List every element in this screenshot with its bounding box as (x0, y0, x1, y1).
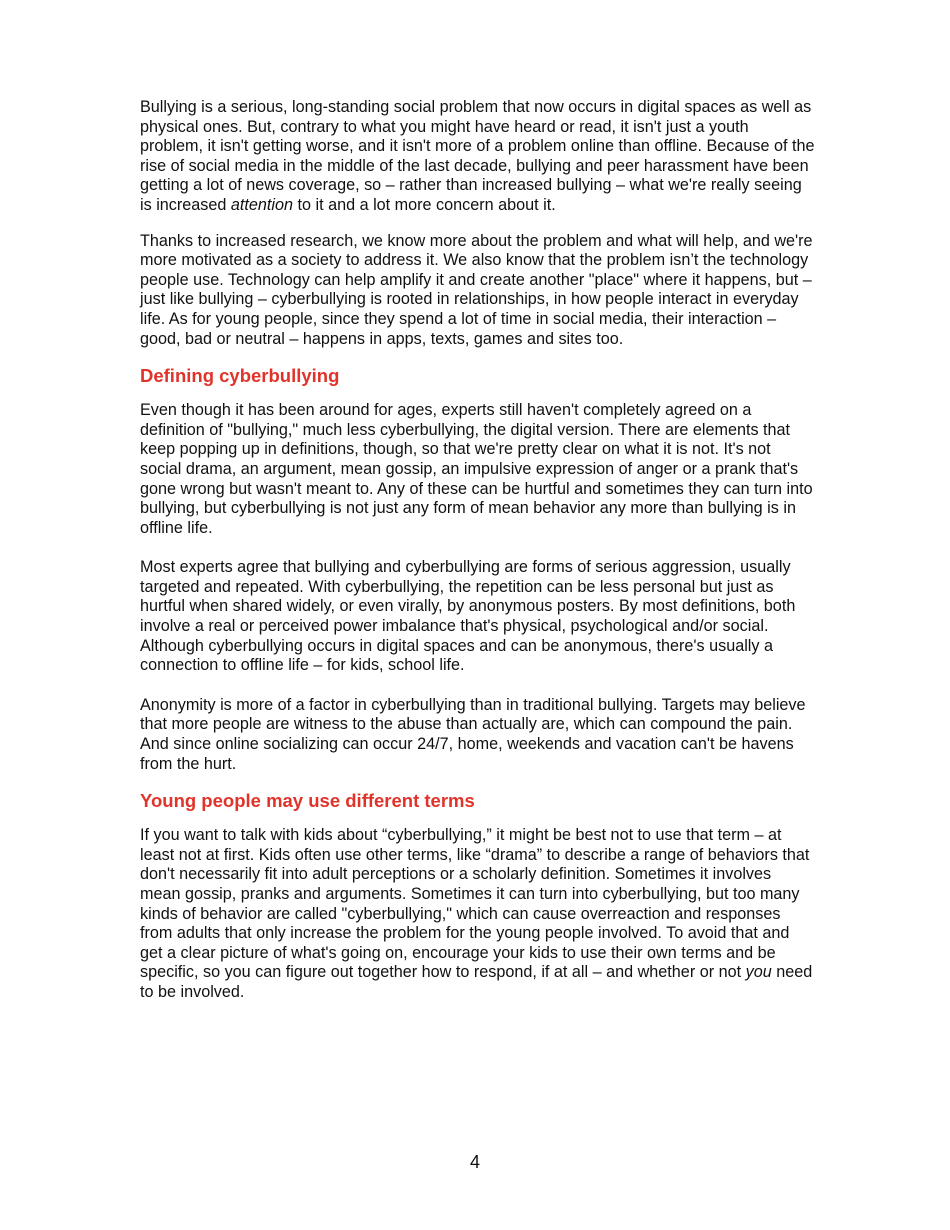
paragraph-intro-text-b: to it and a lot more concern about it. (292, 195, 556, 214)
page-number: 4 (469, 1152, 480, 1172)
paragraph-anonymity: Anonymity is more of a factor in cyberbullying than in traditional bullying. Targets may believe that more people are witness to the abuse than actually are, which can compound the pain. And since online socializing can occur 24/7, home, weekends and vacation can't be havens from the hurt. (140, 695, 806, 773)
paragraph-definition: Even though it has been around for ages, experts still haven't completely agreed on a definition of "bullying," much less cyberbullying, the digital version. There are elements that keep popping up in definitions, though, so that we're pretty clear on what it is not. It's not social drama, an argument, mean gossip, an impulsive expression of anger or a prank that's gone wrong but wasn't meant to. Any of these can be hurtful and sometimes they can turn into bullying, but cyberbullying is not just any form of mean behavior any more than bullying is in offline life. (140, 401, 813, 537)
paragraph-aggression: Most experts agree that bullying and cyberbullying are forms of serious aggression, usually targeted and repeated. With cyberbullying, the repetition can be less personal but just as hurtful when shared widely, or even virally, by anonymous posters. By most definitions, both involve a real or perceived power imbalance that's physical, psychological and/or social. Although cyberbullying occurs in digital spaces and can be anonymous, there's usually a connection to offline life – for kids, school life. (140, 558, 796, 675)
paragraph-intro-text-a: Bullying is a serious, long-standing social problem that now occurs in digital spaces as well as physical ones. But, contrary to what you might have heard or read, it isn't just a youth problem, it isn't getting worse, and it isn't more of a problem online than offline. Because of the rise of social media in the middle of the last decade, bullying and peer harassment have been getting a lot of news coverage, so – rather than increased bullying – what we're really seeing is increased (140, 98, 815, 214)
paragraph-intro (140, 98, 816, 216)
paragraph-talk-text-a: If you want to talk with kids about “cyberbullying,” it might be best not to use that term – at least not at first. Kids often use other terms, like “drama” to describe a range of behaviors that don't necessarily fit into adult perceptions or a scholarly definition. Sometimes it involves mean gossip, pranks and arguments. Sometimes it can turn into cyberbullying, but too many kinds of behavior are called "cyberbullying," which can cause overreaction and responses from adults that only increase the problem for the young people involved. To avoid that and get a clear picture of what's going on, encourage your kids to use their own terms and be specific, so you can figure out together how to respond, if at all – and whether or not (140, 826, 810, 982)
paragraph-research: Thanks to increased research, we know more about the problem and what will help, and we're more motivated as a society to address it. We also know that the problem isn’t the technology people use. Technology can help amplify it and create another "place" where it happens, but – just like bullying – cyberbullying is rooted in relationships, in how people interact in everyday life. As for young people, since they spend a lot of time in social media, their interaction – good, bad or neutral – happens in apps, texts, games and sites too. (140, 231, 813, 348)
document-body (140, 98, 816, 1019)
paragraph-intro-emphasis: attention (230, 195, 293, 214)
paragraph-talk-text-b: need to be involved. (140, 963, 813, 1001)
paragraph-talk-with-kids (140, 826, 816, 1002)
paragraph-talk-emphasis: you (745, 963, 772, 982)
heading-defining-cyberbullying: Defining cyberbullying (140, 365, 340, 387)
heading-different-terms: Young people may use different terms (140, 790, 475, 812)
